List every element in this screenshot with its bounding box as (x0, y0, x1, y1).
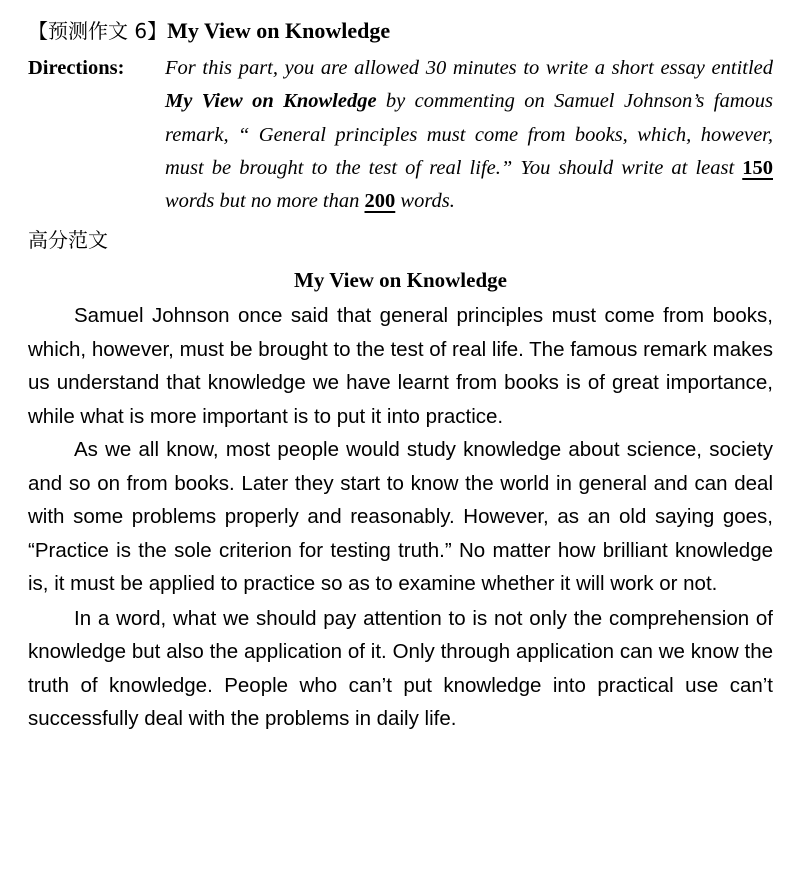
directions-text-part3: words but no more than (165, 190, 365, 213)
prompt-number-label: 【预测作文 6】 (28, 19, 168, 43)
prompt-title: My View on Knowledge (167, 18, 391, 43)
directions-text (165, 52, 773, 218)
essay-paragraph-3: In a word, what we should pay attention to is not only the comprehension of knowledge but also the application of it. Only through application can we know the truth of knowledge. People who can’t put knowledge into practical use can’t successfully deal with the problems in daily life. (28, 606, 773, 731)
model-essay-label: 高分范文 (28, 228, 108, 253)
max-word-count: 200 (364, 190, 396, 213)
directions-block (28, 52, 773, 218)
directions-label-text: Directions (28, 57, 118, 79)
prompt-heading (28, 14, 773, 48)
directions-colon: : (117, 57, 125, 79)
directions-text-part2: by commenting on Samuel Johnson’s famous remark, “ General principles must come from books, which, however, must be brought to the test of real life.” You should write at least (165, 90, 773, 179)
min-word-count: 150 (742, 156, 773, 179)
directions-text-part4: words. (395, 190, 455, 213)
document-page (28, 14, 773, 736)
essay-paragraph-2: As we all know, most people would study knowledge about science, society and so on from books. Later they start to know the world in general and can deal with some problems properly and reasonably. However, as an old saying goes, “Practice is the sole criterion for testing truth.” No matter how brilliant knowledge is, it must be applied to practice so as to examine whether it will work or not. (28, 438, 773, 596)
directions-label (28, 52, 165, 218)
directions-essay-title: My View on Knowledge (165, 90, 377, 113)
essay-paragraph-1: Samuel Johnson once said that general principles must come from books, which, however, must be brought to the test of real life. The famous remark makes us understand that knowledge we have learnt from books is of great importance, while what is more important is to put it into practice. (28, 304, 773, 428)
essay-title: My View on Knowledge (294, 268, 507, 293)
directions-text-part1: For this part, you are allowed 30 minutes to write a short essay entitled (165, 57, 773, 79)
